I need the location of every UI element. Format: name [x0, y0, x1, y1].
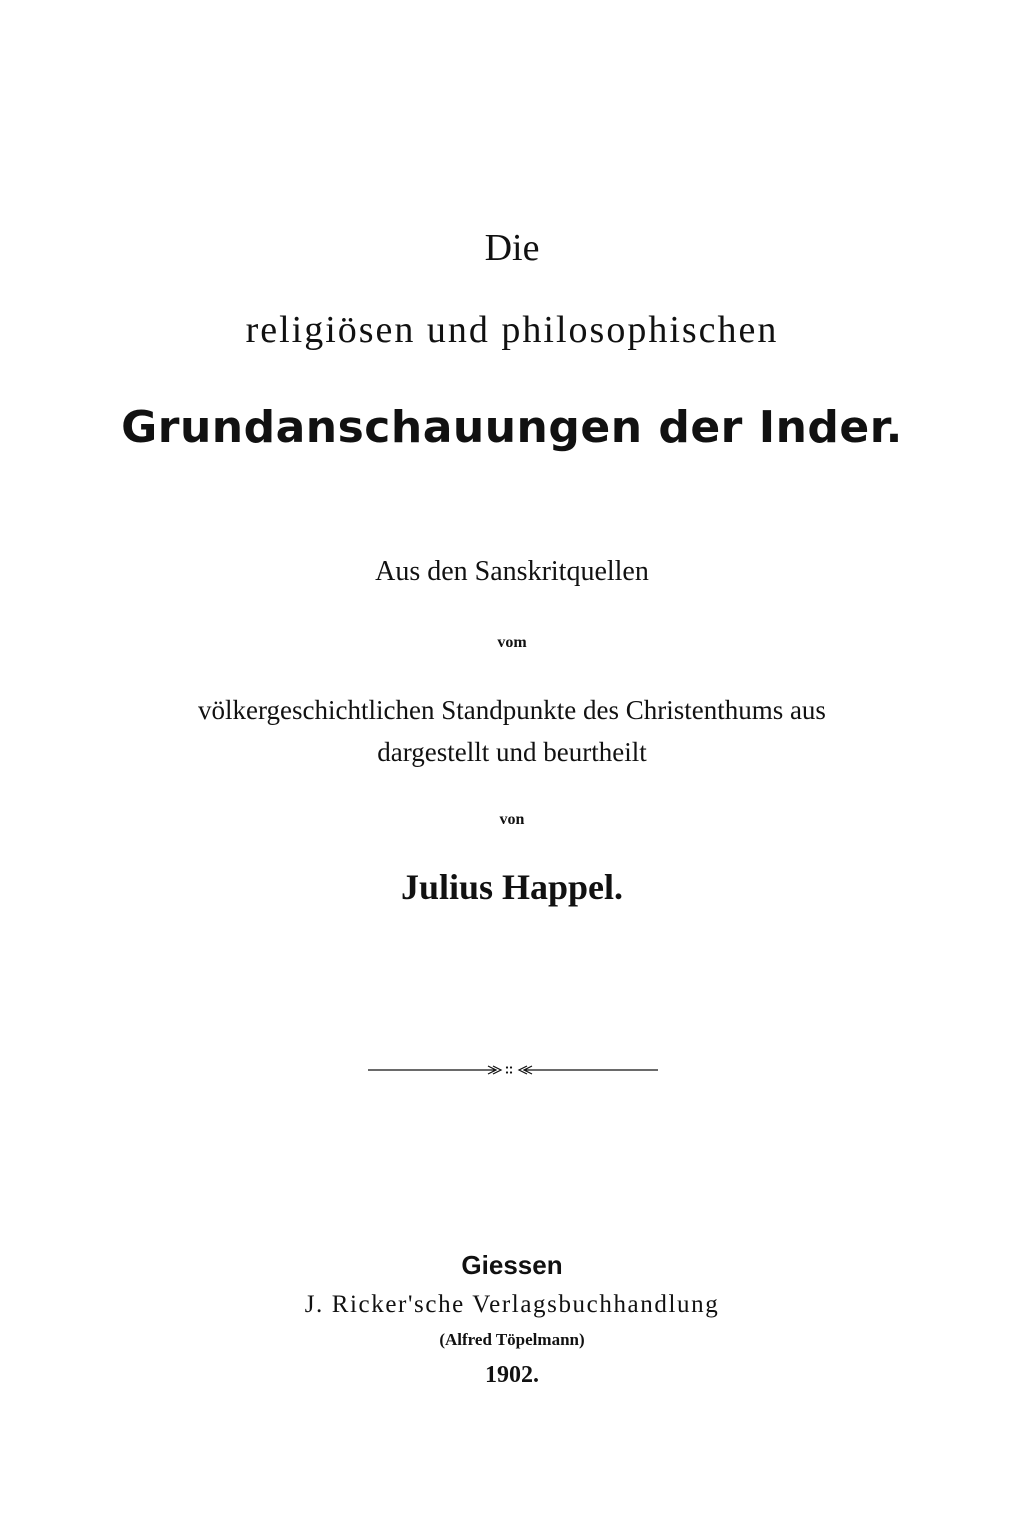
- presented-line: dargestellt und beurtheilt: [377, 737, 647, 767]
- imprint-publisher: J. Ricker'sche Verlagsbuchhandlung: [304, 1291, 720, 1318]
- sources-line: Aus den Sanskritquellen: [375, 556, 649, 587]
- imprint-city: Giessen: [461, 1250, 563, 1280]
- author-name: Julius Happel.: [400, 867, 624, 907]
- connector-von: von: [499, 811, 525, 828]
- imprint-year: 1902.: [485, 1362, 539, 1388]
- standpoint-line: völkergeschichtlichen Standpunkte des Christenthums aus: [198, 695, 826, 725]
- connector-vom: vom: [497, 634, 527, 651]
- title-subtitle: religiösen und philosophischen: [245, 309, 779, 351]
- title-word-die: Die: [484, 227, 540, 269]
- main-title: Grundanschauungen der Inder.: [121, 402, 903, 453]
- imprint-publisher-note: (Alfred Töpelmann): [439, 1330, 585, 1349]
- ornamental-rule-icon: [368, 1060, 658, 1080]
